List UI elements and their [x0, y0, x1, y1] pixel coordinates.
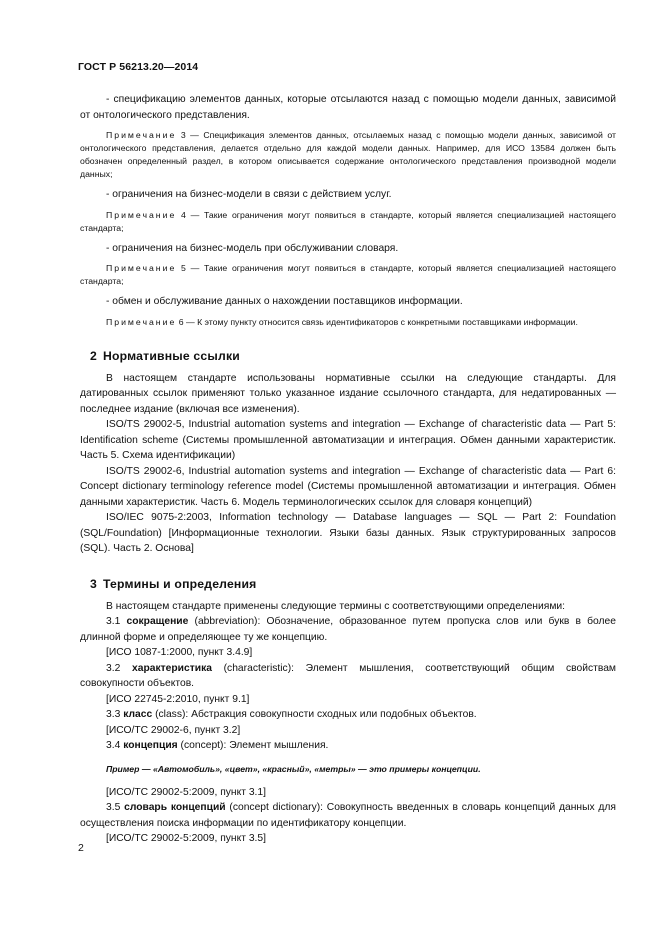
- term-source: [ИСО/ТС 29002-6, пункт 3.2]: [106, 724, 241, 736]
- list-item: - ограничения на бизнес-модель при обслуживании словаря.: [106, 242, 399, 254]
- page-number: 2: [78, 842, 84, 854]
- example-note: Пример — «Автомобиль», «цвет», «красный», «метры» — это примеры концепции.: [106, 763, 481, 774]
- note-text: 3 — Спецификация элементов данных, отсылаемых назад с помощью модели данных, зависимой от онтологического представления, делается отдельно для каждой модели данных. Например, для ИСО 13584 должен быть обозначен определенный раздел, в котором описывается содержание онтологического представления производной модели данных;: [80, 130, 617, 179]
- reference-entry: ISO/IEC 9075-2:2003, Information technology — Database languages — SQL — Part 2: Foundation (SQL/Foundation) [Информационные технологии. Языки базы данных. Язык структурированных запросов (SQL). Часть 2. Основа]: [80, 512, 616, 554]
- note-label: Примечание: [106, 316, 177, 327]
- term-name: словарь концепций: [124, 802, 226, 813]
- term-source: [ИСО/ТС 29002-5:2009, пункт 3.1]: [106, 786, 266, 798]
- term-name: концепция: [123, 740, 178, 751]
- term-definition: (characteristic): Элемент мышления, соответствующий общим свойствам совокупности объектов.: [80, 662, 616, 689]
- term-name: сокращение: [126, 616, 189, 627]
- note-text: 6 — К этому пункту относится связь идентификаторов с конкретными поставщиками информации.: [178, 316, 578, 327]
- term-entry: [80, 661, 616, 692]
- section-number: 2: [90, 348, 97, 363]
- note: [80, 316, 616, 329]
- note-text: 4 — Такие ограничения могут появиться в стандарте, который является специализацией настоящего стандарта;: [80, 209, 616, 233]
- term-entry: [80, 738, 616, 754]
- term-number: 3.3: [106, 709, 121, 720]
- list-item: - ограничения на бизнес-модели в связи с действием услуг.: [106, 189, 392, 200]
- paragraph: В настоящем стандарте использованы нормативные ссылки на следующие стандарты. Для датированных ссылок применяют только указанное издание ссылочного стандарта, для недатированных — последнее издание (включая все изменения).: [80, 372, 616, 415]
- term-name: класс: [123, 709, 153, 720]
- term-entry: [80, 800, 616, 831]
- note-label: Примечание: [106, 263, 177, 273]
- term-entry: [80, 614, 616, 645]
- section-heading: [90, 349, 616, 363]
- term-definition: (concept dictionary): Совокупность введенных в словарь концепций данных для осуществления поиска информации по идентификатору концепции.: [80, 802, 616, 829]
- section-title: Нормативные ссылки: [102, 348, 240, 363]
- document-header: ГОСТ Р 56213.20—2014: [78, 61, 199, 73]
- term-entry: [80, 707, 616, 723]
- note-text: 5 — Такие ограничения могут появиться в стандарте, который является специализацией настоящего стандарта;: [80, 263, 616, 286]
- term-definition: (class): Абстракция совокупности сходных или подобных объектов.: [152, 709, 477, 720]
- term-number: 3.2: [106, 662, 121, 674]
- list-item: - спецификацию элементов данных, которые отсылаются назад с помощью модели данных, зависимой от онтологического представления.: [80, 94, 616, 121]
- reference-entry: ISO/TS 29002-5, Industrial automation systems and integration — Exchange of characteristic data — Part 5: Identification scheme (Системы промышленной автоматизации и интеграция. Обмен данными характеристик. Часть 5. Схема идентификации): [80, 419, 616, 461]
- term-definition: (abbreviation): Обозначение, образованное путем пропуска слов или букв в более длинной форме и определяющее ту же концепцию.: [80, 616, 616, 643]
- term-source: [ИСО/ТС 29002-5:2009, пункт 3.5]: [106, 833, 266, 844]
- note: [80, 129, 616, 181]
- section-title: Термины и определения: [102, 576, 257, 591]
- note-label: Примечание: [106, 209, 177, 220]
- term-source: [ИСО 1087-1:2000, пункт 3.4.9]: [106, 647, 253, 658]
- term-number: 3.5: [106, 802, 121, 813]
- note-label: Примечание: [106, 130, 177, 140]
- list-item: - обмен и обслуживание данных о нахождении поставщиков информации.: [106, 296, 463, 307]
- term-definition: (concept): Элемент мышления.: [177, 740, 329, 751]
- reference-entry: ISO/TS 29002-6, Industrial automation systems and integration — Exchange of characteristic data — Part 6: Concept dictionary terminology reference model (Системы промышленной автоматизации и интеграция. Обмен данными характеристик. Часть 6. Модель терминологических ссылок для словаря концепций): [80, 465, 616, 508]
- term-number: 3.1: [106, 616, 121, 627]
- page-content: [80, 92, 616, 847]
- note: [80, 262, 616, 288]
- section-heading: [90, 577, 616, 591]
- section-number: 3: [90, 576, 97, 591]
- note: [80, 209, 616, 235]
- term-name: характеристика: [131, 662, 212, 674]
- term-source: [ИСО 22745-2:2010, пункт 9.1]: [106, 693, 250, 705]
- paragraph: В настоящем стандарте применены следующие термины с соответствующими определениями:: [106, 600, 566, 612]
- term-number: 3.4: [106, 740, 121, 751]
